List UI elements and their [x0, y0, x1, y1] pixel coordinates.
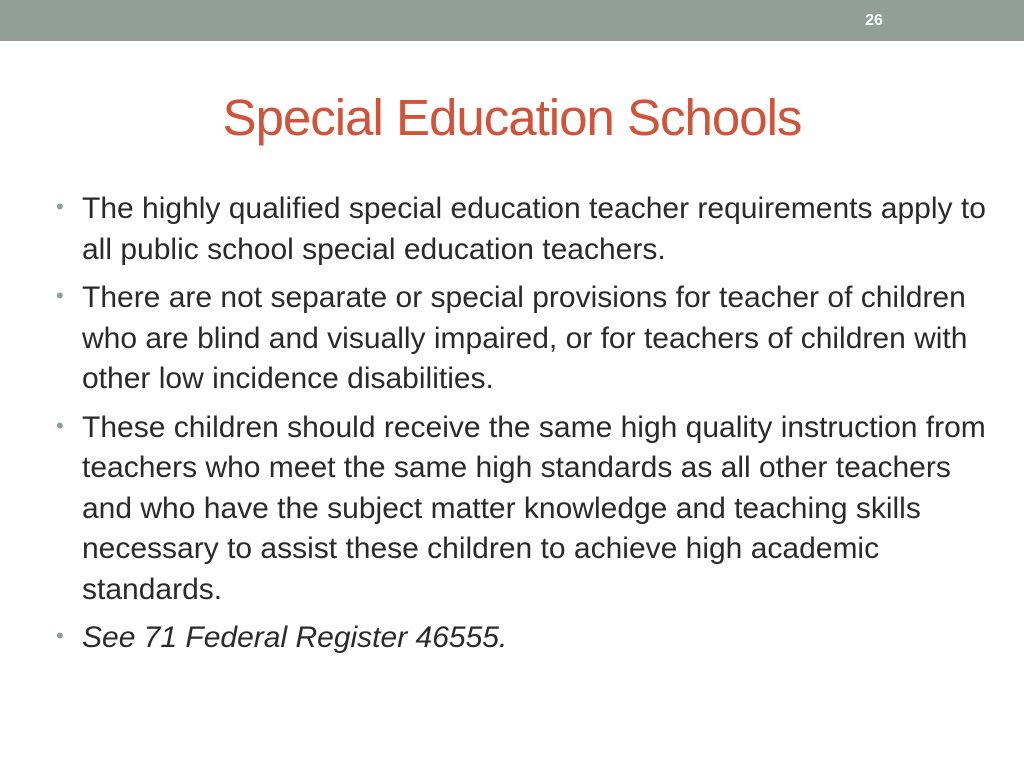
slide-title: Special Education Schools: [222, 89, 802, 146]
citation-text: See 71 Federal Register 46555.: [82, 621, 508, 654]
bullet-dot-icon: •: [56, 194, 64, 219]
bullet-dot-icon: •: [56, 623, 64, 648]
bullet-item: [56, 408, 986, 611]
bullet-dot-icon: •: [56, 283, 64, 308]
slide-header-bar: [0, 0, 1024, 41]
slide-number: 26: [865, 12, 883, 29]
bullet-list: [56, 189, 986, 667]
bullet-text: The highly qualified special education teacher requirements apply to all public school special education teachers.: [82, 192, 986, 266]
bullet-dot-icon: •: [56, 412, 64, 438]
bullet-item: [56, 189, 986, 270]
bullet-text: These children should receive the same high quality instruction from teachers who meet the same high standards as all other teachers and who have the subject matter knowledge and teaching skills necessary to assist these children to achieve high academic standards.: [82, 410, 986, 606]
bullet-item-citation: [56, 618, 986, 659]
bullet-text: There are not separate or special provisions for teacher of children who are blind and visually impaired, or for teachers of children with other low incidence disabilities.: [82, 281, 968, 395]
bullet-item: [56, 278, 986, 400]
